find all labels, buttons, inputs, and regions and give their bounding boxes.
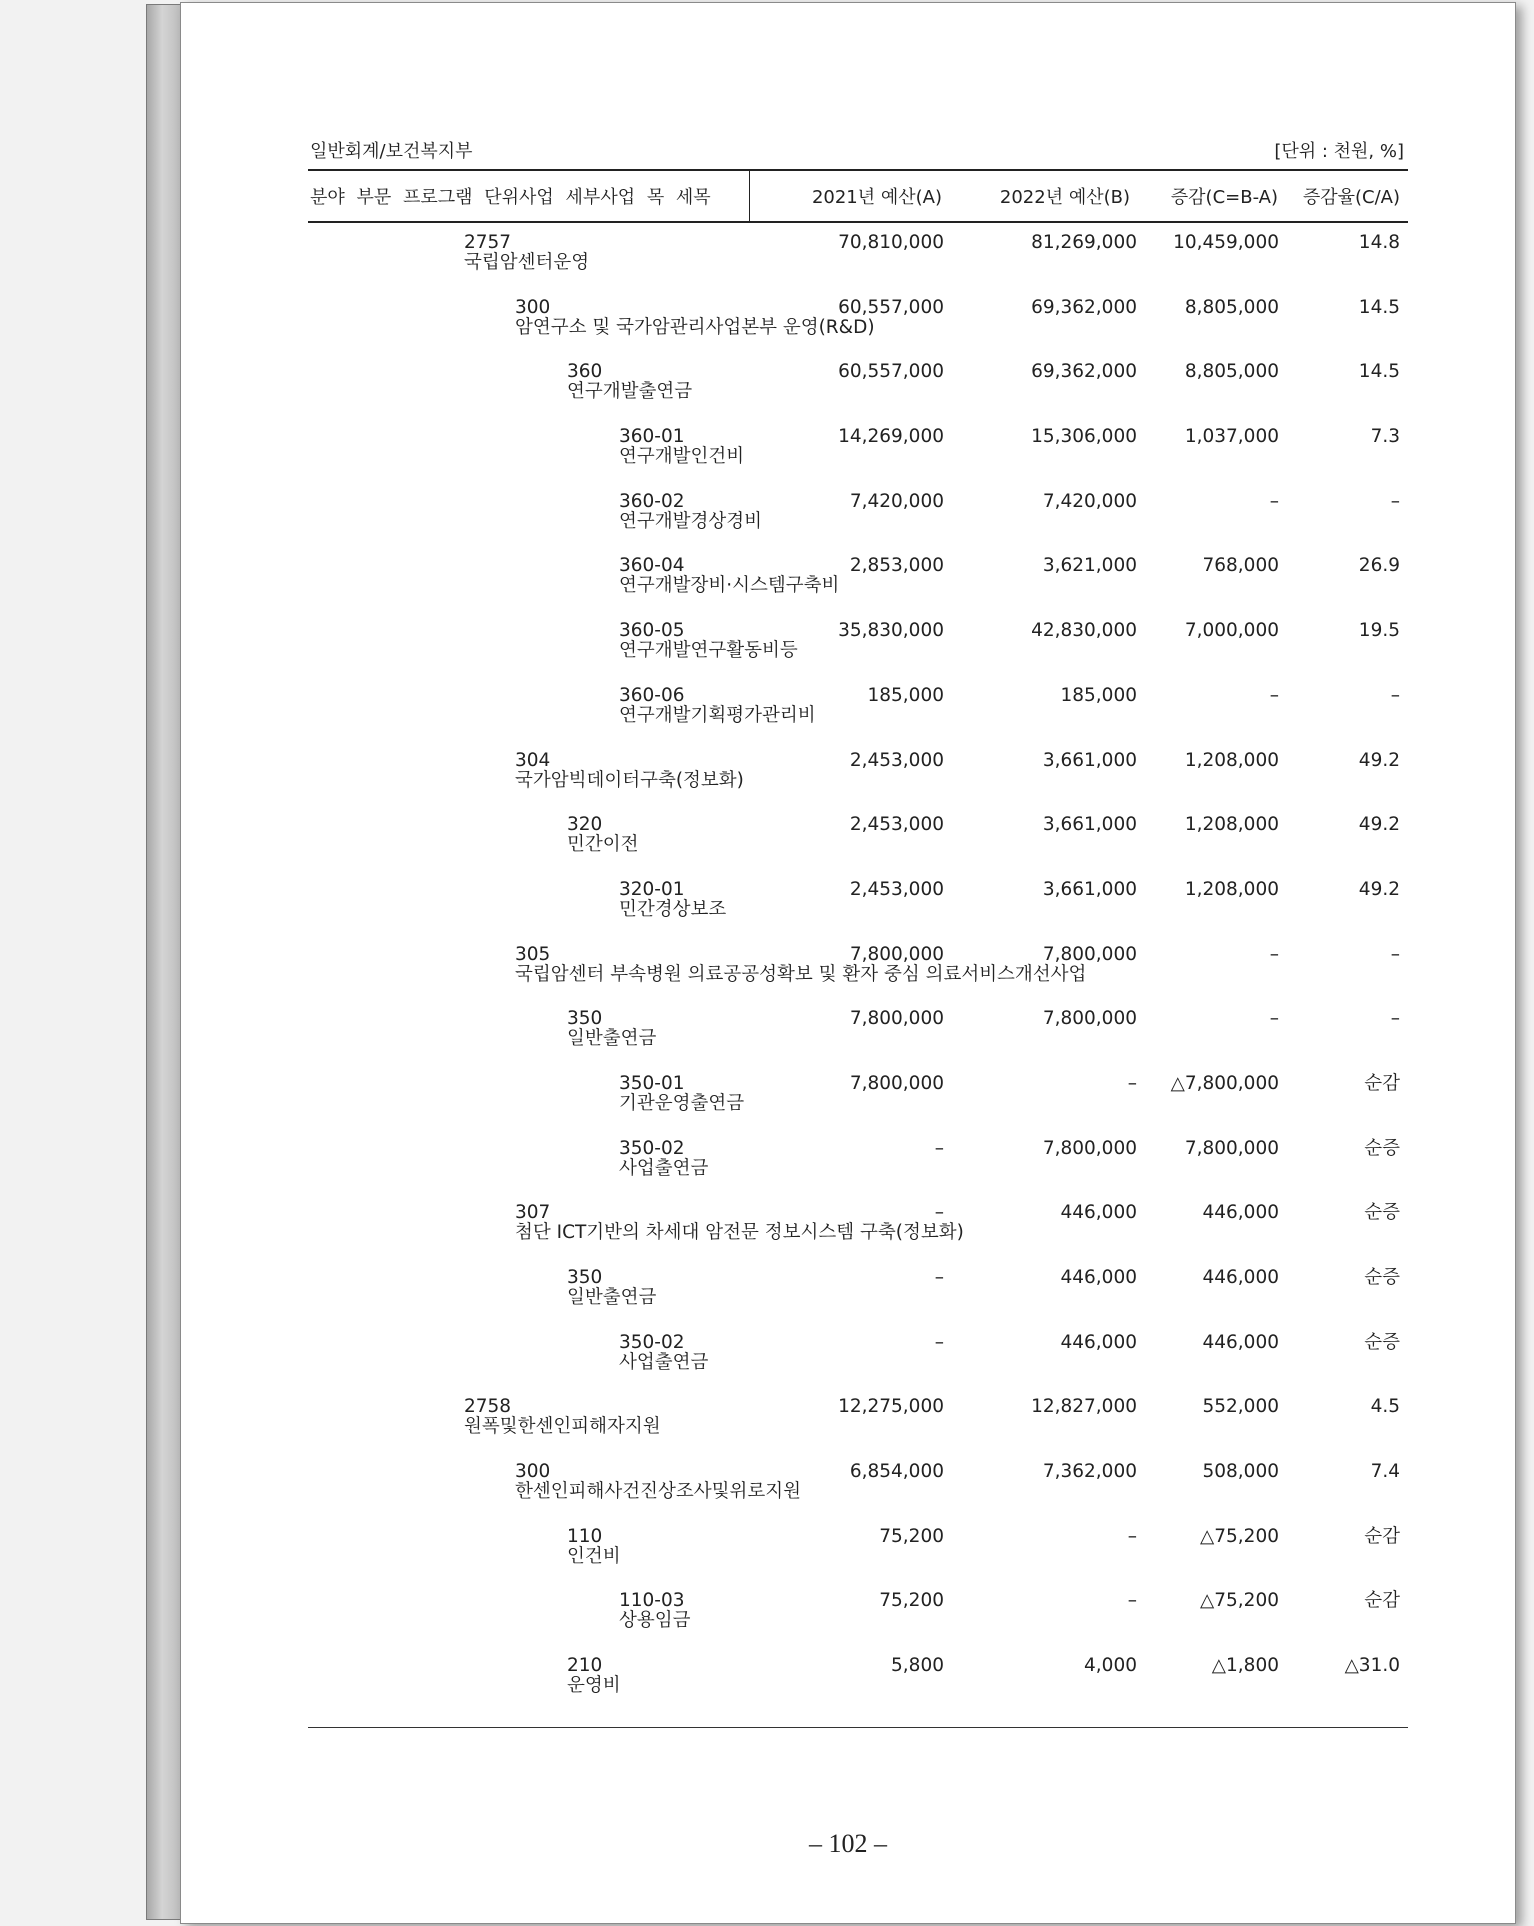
- unit-label: [단위 : 천원, %]: [1274, 141, 1404, 162]
- budget-2022-value: –: [1127, 1590, 1137, 1612]
- change-rate-value: 49.2: [1358, 878, 1400, 900]
- row-code: 2757: [464, 232, 512, 253]
- row-name: 사업출연금: [619, 1351, 709, 1373]
- row-code: 360: [567, 361, 603, 383]
- row-name: 연구개발출연금: [567, 381, 693, 403]
- budget-2022-value: 7,420,000: [1042, 490, 1137, 512]
- change-value: –: [1269, 684, 1279, 706]
- header-change: 증감(C=B-A): [1170, 187, 1278, 208]
- budget-2021-value: 75,200: [879, 1525, 944, 1547]
- table-row: [308, 1009, 1408, 1074]
- row-label: [567, 1268, 656, 1308]
- change-value: △75,200: [1200, 1525, 1279, 1547]
- row-label: [619, 1591, 690, 1631]
- row-name: 암연구소 및 국가암관리사업본부 운영(R&D): [515, 316, 875, 338]
- budget-2021-value: 7,800,000: [849, 943, 944, 965]
- budget-2021-value: 6,854,000: [849, 1461, 944, 1483]
- row-label: [567, 815, 638, 855]
- change-value: 10,459,000: [1173, 232, 1279, 253]
- change-rate-value: 14.5: [1358, 361, 1400, 383]
- row-label: [515, 945, 1086, 985]
- change-rate-value: –: [1390, 943, 1400, 965]
- row-code: 304: [515, 749, 551, 771]
- change-value: –: [1269, 1008, 1279, 1030]
- row-name: 국가암빅데이터구축(정보화): [515, 769, 744, 791]
- budget-2022-value: 7,800,000: [1042, 1008, 1137, 1030]
- page-number: – 102 –: [809, 1829, 887, 1858]
- change-value: △1,800: [1211, 1655, 1279, 1677]
- row-label: [619, 880, 726, 920]
- row-label: [619, 427, 744, 467]
- row-code: 350-02: [619, 1137, 685, 1159]
- row-code: 350: [567, 1267, 603, 1288]
- change-rate-value: 49.2: [1358, 814, 1400, 836]
- row-name: 연구개발연구활동비등: [619, 640, 798, 662]
- budget-2021-value: 185,000: [867, 684, 944, 706]
- change-value: 552,000: [1202, 1396, 1279, 1418]
- change-rate-value: 순증: [1364, 1331, 1400, 1353]
- row-label: [619, 492, 762, 532]
- row-label: [619, 1333, 708, 1373]
- budget-2021-value: 2,453,000: [849, 878, 944, 900]
- budget-2021-value: 2,853,000: [849, 555, 944, 577]
- change-rate-value: 49.2: [1358, 749, 1400, 771]
- change-value: 446,000: [1202, 1331, 1279, 1353]
- row-label: [619, 556, 839, 596]
- table-row: [308, 233, 1408, 298]
- table-row: [308, 1203, 1408, 1268]
- budget-2021-value: 75,200: [879, 1590, 944, 1612]
- table-row: [308, 1333, 1408, 1398]
- change-rate-value: 7.4: [1370, 1461, 1400, 1483]
- row-label: [567, 362, 692, 402]
- row-name: 일반출연금: [567, 1287, 657, 1308]
- table-body: [308, 223, 1408, 1721]
- change-value: 446,000: [1202, 1267, 1279, 1288]
- budget-2022-value: 15,306,000: [1031, 426, 1137, 448]
- row-label: [515, 1203, 964, 1243]
- budget-2022-value: 69,362,000: [1031, 361, 1137, 383]
- table-row: [308, 815, 1408, 880]
- row-name: 사업출연금: [619, 1157, 709, 1179]
- budget-2021-value: 7,800,000: [849, 1008, 944, 1030]
- row-name: 인건비: [567, 1545, 621, 1567]
- row-name: 운영비: [567, 1675, 621, 1697]
- row-label: [567, 1009, 656, 1049]
- row-code: 110-03: [619, 1590, 685, 1612]
- budget-2022-value: 69,362,000: [1031, 296, 1137, 318]
- row-name: 기관운영출연금: [619, 1092, 745, 1114]
- row-code: 300: [515, 296, 551, 318]
- row-code: 360-05: [619, 620, 685, 642]
- change-value: 8,805,000: [1184, 296, 1279, 318]
- budget-2022-value: 12,827,000: [1031, 1396, 1137, 1418]
- table-row: [308, 1462, 1408, 1527]
- budget-2021-value: –: [934, 1137, 944, 1159]
- row-code: 320-01: [619, 878, 685, 900]
- budget-2022-value: 7,800,000: [1042, 1137, 1137, 1159]
- change-value: △75,200: [1200, 1590, 1279, 1612]
- budget-2021-value: –: [934, 1202, 944, 1224]
- table-row: [308, 556, 1408, 621]
- table-row: [308, 686, 1408, 751]
- row-label: [619, 621, 798, 661]
- budget-2022-value: –: [1127, 1525, 1137, 1547]
- change-rate-value: –: [1390, 1008, 1400, 1030]
- row-code: 110: [567, 1525, 603, 1547]
- budget-2021-value: 12,275,000: [838, 1396, 944, 1418]
- budget-2021-value: 7,420,000: [849, 490, 944, 512]
- budget-2022-value: 4,000: [1084, 1655, 1137, 1677]
- change-rate-value: 순증: [1364, 1202, 1400, 1224]
- table-row: [308, 751, 1408, 816]
- table-row: [308, 945, 1408, 1010]
- row-name: 국립암센터운영: [464, 252, 590, 273]
- header-2022-budget: 2022년 예산(B): [999, 187, 1130, 208]
- row-label: [464, 233, 589, 273]
- row-code: 350-02: [619, 1331, 685, 1353]
- budget-2022-value: 446,000: [1060, 1202, 1137, 1224]
- change-value: –: [1269, 490, 1279, 512]
- change-value: 8,805,000: [1184, 361, 1279, 383]
- row-code: 210: [567, 1655, 603, 1677]
- budget-2022-value: 7,800,000: [1042, 943, 1137, 965]
- row-name: 연구개발장비·시스템구축비: [619, 575, 840, 597]
- row-name: 연구개발경상경비: [619, 510, 762, 532]
- account-label: 일반회계/보건복지부: [310, 141, 473, 162]
- row-code: 320: [567, 814, 603, 836]
- change-rate-value: 순증: [1364, 1267, 1400, 1288]
- change-rate-value: –: [1390, 684, 1400, 706]
- row-label: [464, 1397, 661, 1437]
- budget-2021-value: 14,269,000: [838, 426, 944, 448]
- table-row: [308, 1268, 1408, 1333]
- table-row: [308, 1074, 1408, 1139]
- change-value: 1,208,000: [1184, 749, 1279, 771]
- change-rate-value: 14.8: [1358, 232, 1400, 253]
- change-rate-value: △31.0: [1344, 1655, 1400, 1677]
- document-page: [180, 2, 1516, 1924]
- budget-2021-value: 7,800,000: [849, 1072, 944, 1094]
- table-row: [308, 362, 1408, 427]
- row-name: 한센인피해사건진상조사및위로지원: [515, 1481, 801, 1503]
- budget-2022-value: 3,621,000: [1042, 555, 1137, 577]
- table-header: [308, 169, 1408, 223]
- table-row: [308, 427, 1408, 492]
- table-row: [308, 492, 1408, 557]
- change-value: 768,000: [1202, 555, 1279, 577]
- header-hierarchy-label: 분야 부문 프로그램 단위사업 세부사업 목 세목: [308, 171, 750, 221]
- row-label: [567, 1656, 621, 1696]
- budget-2022-value: –: [1127, 1072, 1137, 1094]
- change-value: –: [1269, 943, 1279, 965]
- row-label: [515, 1462, 801, 1502]
- row-code: 307: [515, 1202, 551, 1224]
- change-value: 7,800,000: [1184, 1137, 1279, 1159]
- budget-2022-value: 446,000: [1060, 1267, 1137, 1288]
- row-code: 360-06: [619, 684, 685, 706]
- change-value: 508,000: [1202, 1461, 1279, 1483]
- budget-2022-value: 42,830,000: [1031, 620, 1137, 642]
- change-value: 1,208,000: [1184, 814, 1279, 836]
- header-change-rate: 증감율(C/A): [1302, 187, 1400, 208]
- budget-2021-value: 60,557,000: [838, 361, 944, 383]
- change-rate-value: 14.5: [1358, 296, 1400, 318]
- budget-2022-value: 3,661,000: [1042, 814, 1137, 836]
- row-code: 360-04: [619, 555, 685, 577]
- table-row: [308, 880, 1408, 945]
- row-code: 360-02: [619, 490, 685, 512]
- table-bottom-rule: [308, 1727, 1408, 1728]
- row-code: 360-01: [619, 426, 685, 448]
- budget-2022-value: 7,362,000: [1042, 1461, 1137, 1483]
- change-rate-value: 순증: [1364, 1137, 1400, 1159]
- row-name: 민간경상보조: [619, 898, 727, 920]
- budget-2021-value: 70,810,000: [838, 232, 944, 253]
- budget-2021-value: 60,557,000: [838, 296, 944, 318]
- change-value: 1,208,000: [1184, 878, 1279, 900]
- budget-2022-value: 3,661,000: [1042, 878, 1137, 900]
- change-rate-value: 순감: [1364, 1590, 1400, 1612]
- row-name: 원폭및한센인피해자지원: [464, 1416, 661, 1438]
- row-code: 350-01: [619, 1072, 685, 1094]
- table-meta: [308, 131, 1408, 169]
- budget-2021-value: –: [934, 1331, 944, 1353]
- change-rate-value: –: [1390, 490, 1400, 512]
- budget-2022-value: 446,000: [1060, 1331, 1137, 1353]
- row-label: [515, 751, 744, 791]
- row-label: [619, 686, 816, 726]
- budget-2021-value: 2,453,000: [849, 749, 944, 771]
- change-rate-value: 순감: [1364, 1525, 1400, 1547]
- change-value: 7,000,000: [1184, 620, 1279, 642]
- change-rate-value: 순감: [1364, 1072, 1400, 1094]
- row-name: 국립암센터 부속병원 의료공공성확보 및 환자 중심 의료서비스개선사업: [515, 963, 1087, 985]
- table-row: [308, 1527, 1408, 1592]
- change-rate-value: 7.3: [1370, 426, 1400, 448]
- table-row: [308, 1591, 1408, 1656]
- row-name: 첨단 ICT기반의 차세대 암전문 정보시스템 구축(정보화): [515, 1222, 964, 1244]
- budget-2022-value: 3,661,000: [1042, 749, 1137, 771]
- row-code: 2758: [464, 1396, 512, 1418]
- change-value: 446,000: [1202, 1202, 1279, 1224]
- change-value: △7,800,000: [1170, 1072, 1279, 1094]
- budget-2022-value: 185,000: [1060, 684, 1137, 706]
- row-name: 일반출연금: [567, 1028, 657, 1050]
- table-row: [308, 1656, 1408, 1721]
- row-label: [515, 298, 875, 338]
- change-rate-value: 4.5: [1370, 1396, 1400, 1418]
- change-value: 1,037,000: [1184, 426, 1279, 448]
- budget-table-area: [308, 131, 1408, 1728]
- change-rate-value: 26.9: [1358, 555, 1400, 577]
- row-name: 연구개발인건비: [619, 446, 745, 468]
- budget-2021-value: –: [934, 1267, 944, 1288]
- table-row: [308, 1139, 1408, 1204]
- table-row: [308, 298, 1408, 363]
- row-label: [567, 1527, 621, 1567]
- book-spine: [146, 4, 182, 1920]
- budget-2021-value: 5,800: [891, 1655, 944, 1677]
- row-name: 민간이전: [567, 834, 639, 856]
- change-rate-value: 19.5: [1358, 620, 1400, 642]
- row-label: [619, 1139, 708, 1179]
- table-row: [308, 621, 1408, 686]
- row-code: 305: [515, 943, 551, 965]
- budget-2022-value: 81,269,000: [1031, 232, 1137, 253]
- row-code: 350: [567, 1008, 603, 1030]
- row-label: [619, 1074, 744, 1114]
- header-2021-budget: 2021년 예산(A): [811, 187, 942, 208]
- budget-2021-value: 35,830,000: [838, 620, 944, 642]
- budget-2021-value: 2,453,000: [849, 814, 944, 836]
- table-row: [308, 1397, 1408, 1462]
- row-code: 300: [515, 1461, 551, 1483]
- row-name: 연구개발기획평가관리비: [619, 704, 816, 726]
- row-name: 상용임금: [619, 1610, 691, 1632]
